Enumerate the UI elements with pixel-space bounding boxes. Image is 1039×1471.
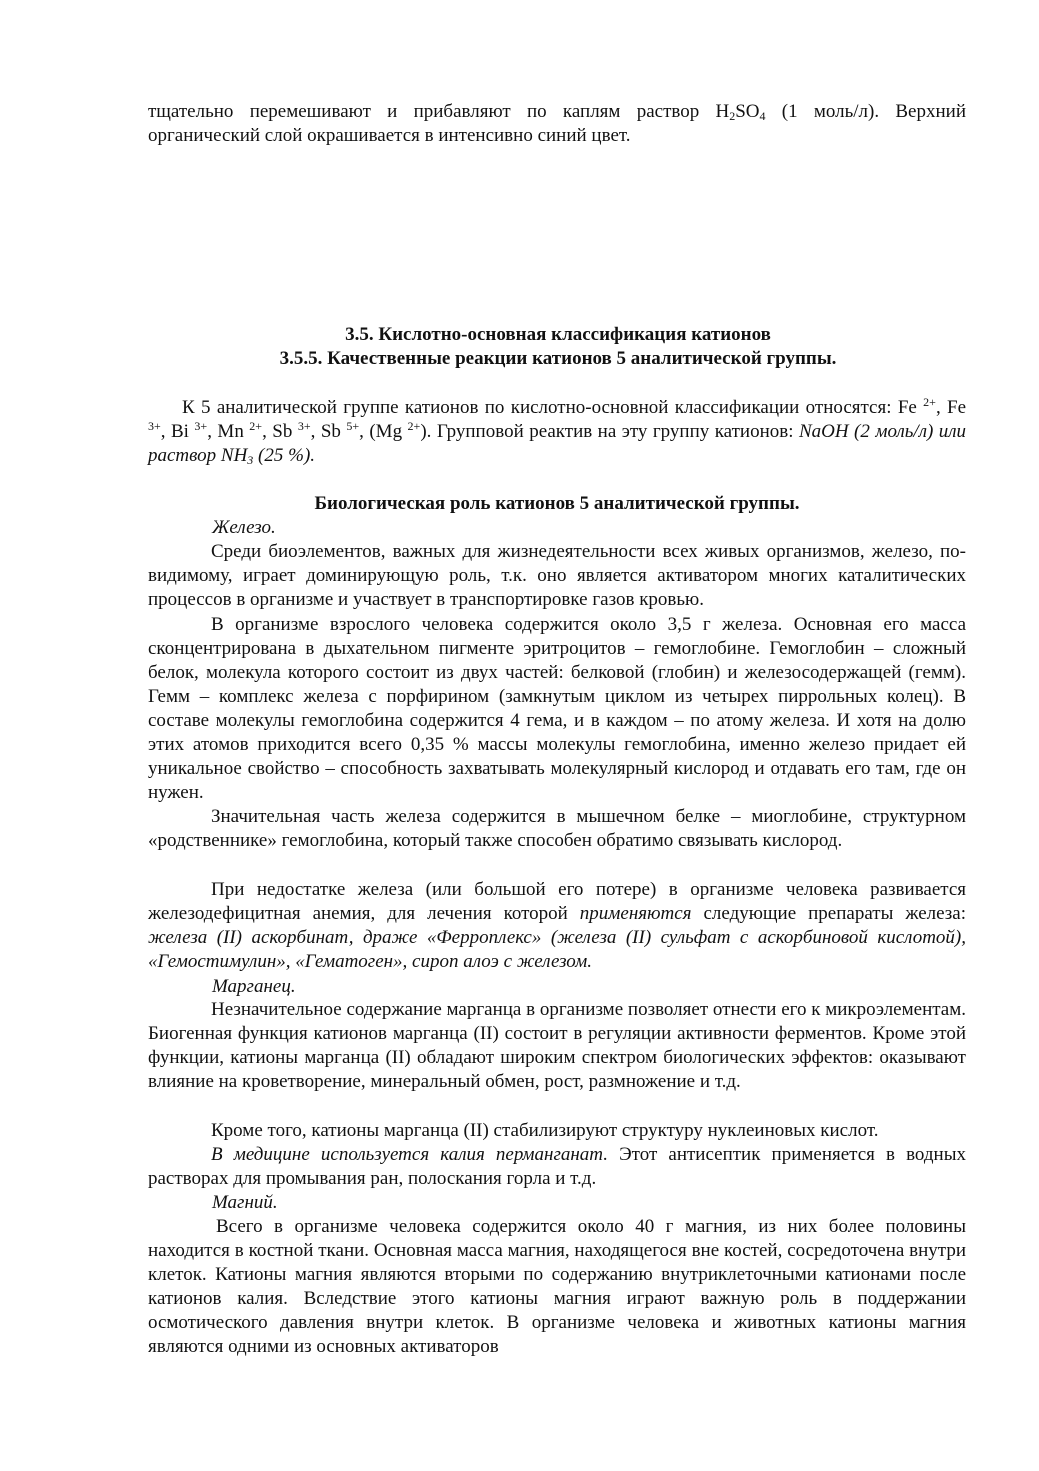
reagent-formula: NaOH (2 моль/л) или раствор $NH_3$ (25 %). [148,421,967,467]
formula-part: SO [735,101,760,122]
ion: Mn $^{2+}$, [217,419,273,442]
ion: Sb $^{3+}$, [272,419,321,442]
ion: Fe $^{2+}$, [897,395,948,418]
iron-paragraph-2: В организме взрослого человека содержится около 3,5 г железа. Основная его масса сконцентрирована в дыхательном пигменте эритроцитов – гемоглобине. Гемоглобин – сложный белок, молекула которого состоит из двух частей: белковой (глобин) и железосодержащей (гемм). Гемм – комплекс железа с порфирином (замкнутым циклом из четырех пиррольных колец). В составе молекулы гемоглобина содержится 4 гема, и в каждом – по атому железа. И хотя на долю этих атомов приходится всего 0,35 % массы молекулы гемоглобина, именно железо придает ей уникальное свойство – способность захватывать молекулярный кислород и отдавать его там, где он нужен. [148,614,966,803]
manganese-paragraph-3: В медицине используется калия перманганат. Этот антисептик применяется в водных растворах для промывания ран, полоскания горла и т.д. [148,1144,966,1189]
iron-drug-list: железа (II) аскорбинат, драже «Ферроплекс» (железа (II) сульфат с аскорбиновой кислотой), «Гемостимулин», «Гематоген», сироп алоэ с железом. [148,927,966,972]
section-heading: 3.5. Кислотно-основная классификация катионов [345,324,771,345]
intro-paragraph [148,396,966,468]
magnesium-title: Магний. [212,1192,278,1213]
ion: Fe $^{3+}$, [148,397,967,442]
top-paragraph-text-end: (1 моль/л). Верхний органический слой окрашивается в интенсивно синий цвет. [148,101,966,146]
iron-title: Железо. [212,517,276,538]
iron-paragraph-1: Среди биоэлементов, важных для жизнедеятельности всех живых организмов, железо, по-видимому, играет доминирующую роль, т.к. оно является активатором многих каталитических процессов в организме и участвует в транспортировке газов кровью. [148,541,966,610]
top-paragraph [148,100,966,148]
intro-text: К 5 аналитической группе катионов по кислотно-основной классификации относятся: [182,397,892,418]
ion: Bi $^{3+}$, [171,419,218,442]
ion-mg: (Mg $^{2+}$). [369,419,432,442]
manganese-title: Марганец. [212,976,296,997]
subsection-heading: 3.5.5. Качественные реакции катионов 5 аналитической группы. [279,348,837,369]
top-paragraph-text: тщательно перемешивают и прибавляют по каплям раствор H [148,101,730,122]
manganese-paragraph-1: Незначительное содержание марганца в организме позволяет отнести его к микроэлементам. Биогенная функция катионов марганца (II) состоит в регуляции активности ферментов. Кроме этой функции, катионы марганца (II) обладают широким спектром биологических эффектов: оказывают влияние на кроветворение, минеральный обмен, рост, размножение и т.д. [148,999,966,1092]
ion: Sb $^{5+}$, [320,419,370,442]
manganese-paragraph-2: Кроме того, катионы марганца (II) стабилизируют структуру нуклеиновых кислот. [211,1120,879,1141]
iron-paragraph-4: При недостатке железа (или большой его потере) в организме человека развивается железодефицитная анемия, для лечения которой применяются следующие препараты железа: железа (II) аскорбинат, драже «Ферроплекс» (железа (II) сульфат с аскорбиновой кислотой), «Гемостимулин», «Гематоген», сироп алоэ с железом. [148,879,966,972]
subscript: 4 [759,109,766,123]
subscript: 2 [729,109,736,123]
bio-heading: Биологическая роль катионов 5 аналитической группы. [314,493,800,514]
iron-paragraph-3: Значительная часть железа содержится в мышечном белке – миоглобине, структурном «родственнике» гемоглобина, который также способен обратимо связывать кислород. [148,806,966,851]
magnesium-paragraph-1: Всего в организме человека содержится около 40 г магния, из них более половины находится в костной ткани. Основная масса магния, находящегося вне костей, сосредоточена внутри клеток. Катионы магния являются вторыми по содержанию внутриклеточными катионами после катионов калия. Вследствие этого катионы магния играют важную роль в поддержании осмотического давления внутри клеток. В организме человека и животных катионы магния являются одними из основных активаторов [148,1216,966,1357]
reagent-text: Групповой реактив на эту группу катионов: [431,421,794,442]
